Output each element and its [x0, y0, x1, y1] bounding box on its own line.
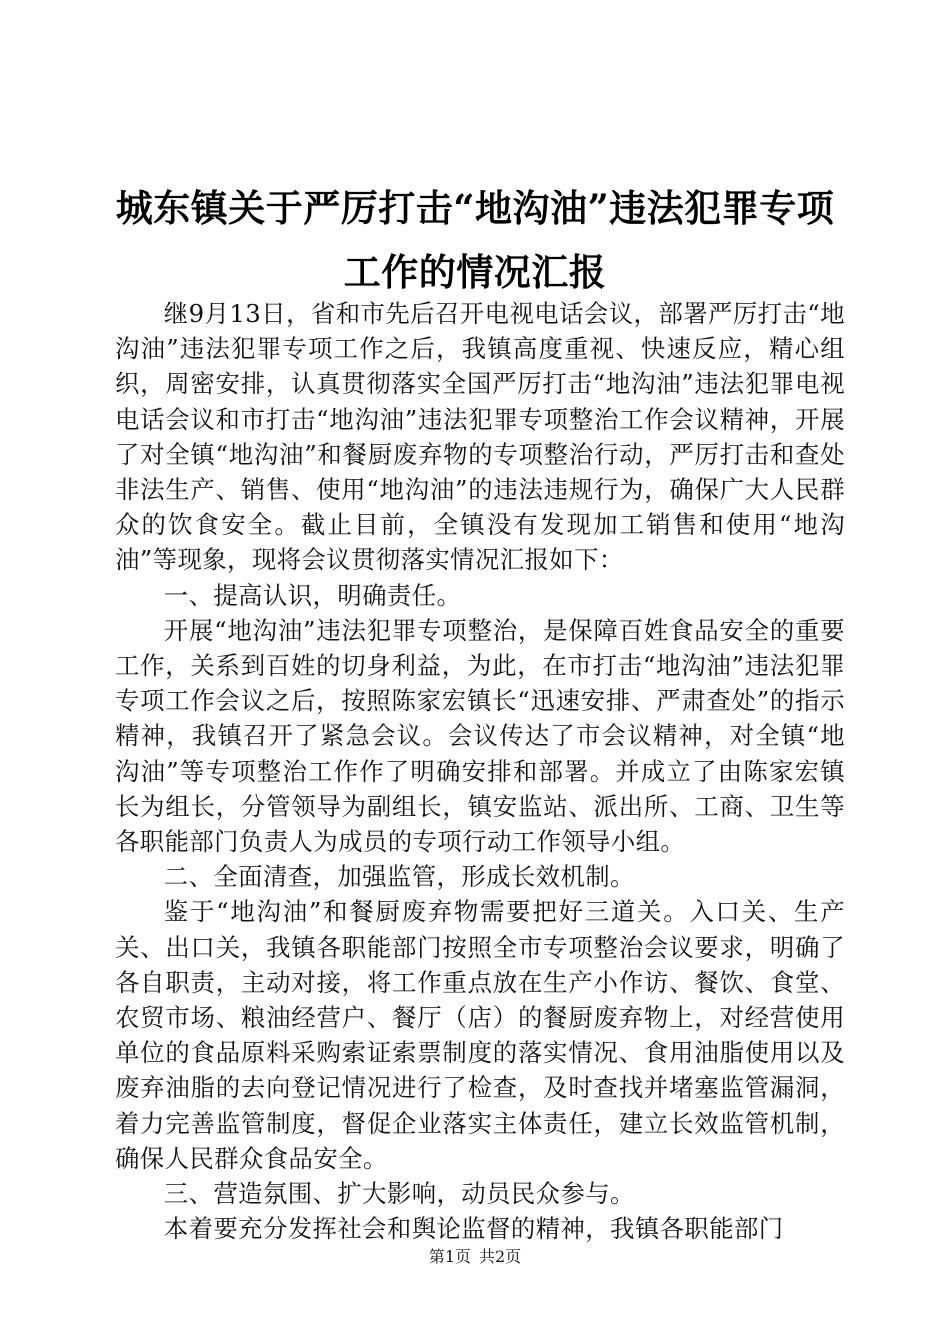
- paragraph-section-3: 本着要充分发挥社会和舆论监督的精神，我镇各职能部门: [163, 1214, 784, 1244]
- document-title-line-2: 工作的情况汇报: [343, 250, 607, 294]
- section-heading-1: 一、提高认识，明确责任。: [163, 580, 462, 610]
- page-number: 第1页: [428, 1247, 471, 1266]
- document-body: [115, 296, 845, 1246]
- paragraph-section-2: 鉴于“地沟油”和餐厨废弃物需要把好三道关。入口关、生产关、出口关，我镇各职能部门按照全市专项整治会议要求，明确了各自职责，主动对接，将工作重点放在生产小作访、餐饮、食堂、农贸市场、粮油经营户、餐厅（店）的餐厨废弃物上，对经营使用单位的食品原料采购索证索票制度的落实情况、食用油脂使用以及废弃油脂的去向登记情况进行了检查，及时查找并堵塞监管漏洞，着力完善监管制度，督促企业落实主体责任，建立长效监管机制，确保人民群众食品安全。: [115, 897, 845, 1173]
- section-heading-3: 三、营造氛围、扩大影响，动员民众参与。: [163, 1179, 635, 1209]
- paragraph-section-1: 开展“地沟油”违法犯罪专项整治，是保障百姓食品安全的重要工作，关系到百姓的切身利益，为此，在市打击“地沟油”违法犯罪专项工作会议之后，按照陈家宏镇长“迅速安排、严肃查处”的指示精神，我镇召开了紧急会议。会议传达了市会议精神，对全镇“地沟油”等专项整治工作作了明确安排和部署。并成立了由陈家宏镇长为组长，分管领导为副组长，镇安监站、派出所、工商、卫生等各职能部门负责人为成员的专项行动工作领导小组。: [115, 615, 845, 857]
- page-footer: [0, 1244, 950, 1267]
- section-heading-2: 二、全面清查，加强监管，形成长效机制。: [163, 862, 635, 892]
- paragraph-intro: 继9月13日，省和市先后召开电视电话会议，部署严厉打击“地沟油”违法犯罪专项工作之后，我镇高度重视、快速反应，精心组织，周密安排，认真贯彻落实全国严厉打击“地沟油”违法犯罪电视电话会议和市打击“地沟油”违法犯罪专项整治工作会议精神，开展了对全镇“地沟油”和餐厨废弃物的专项整治行动，严厉打击和查处非法生产、销售、使用“地沟油”的违法违规行为，确保广大人民群众的饮食安全。截止目前，全镇没有发现加工销售和使用“地沟油”等现象，现将会议贯彻落实情况汇报如下：: [115, 299, 845, 575]
- document-title-line-1: 城东镇关于严厉打击“地沟油”违法犯罪专项: [115, 186, 835, 230]
- page-total: 共2页: [479, 1247, 522, 1266]
